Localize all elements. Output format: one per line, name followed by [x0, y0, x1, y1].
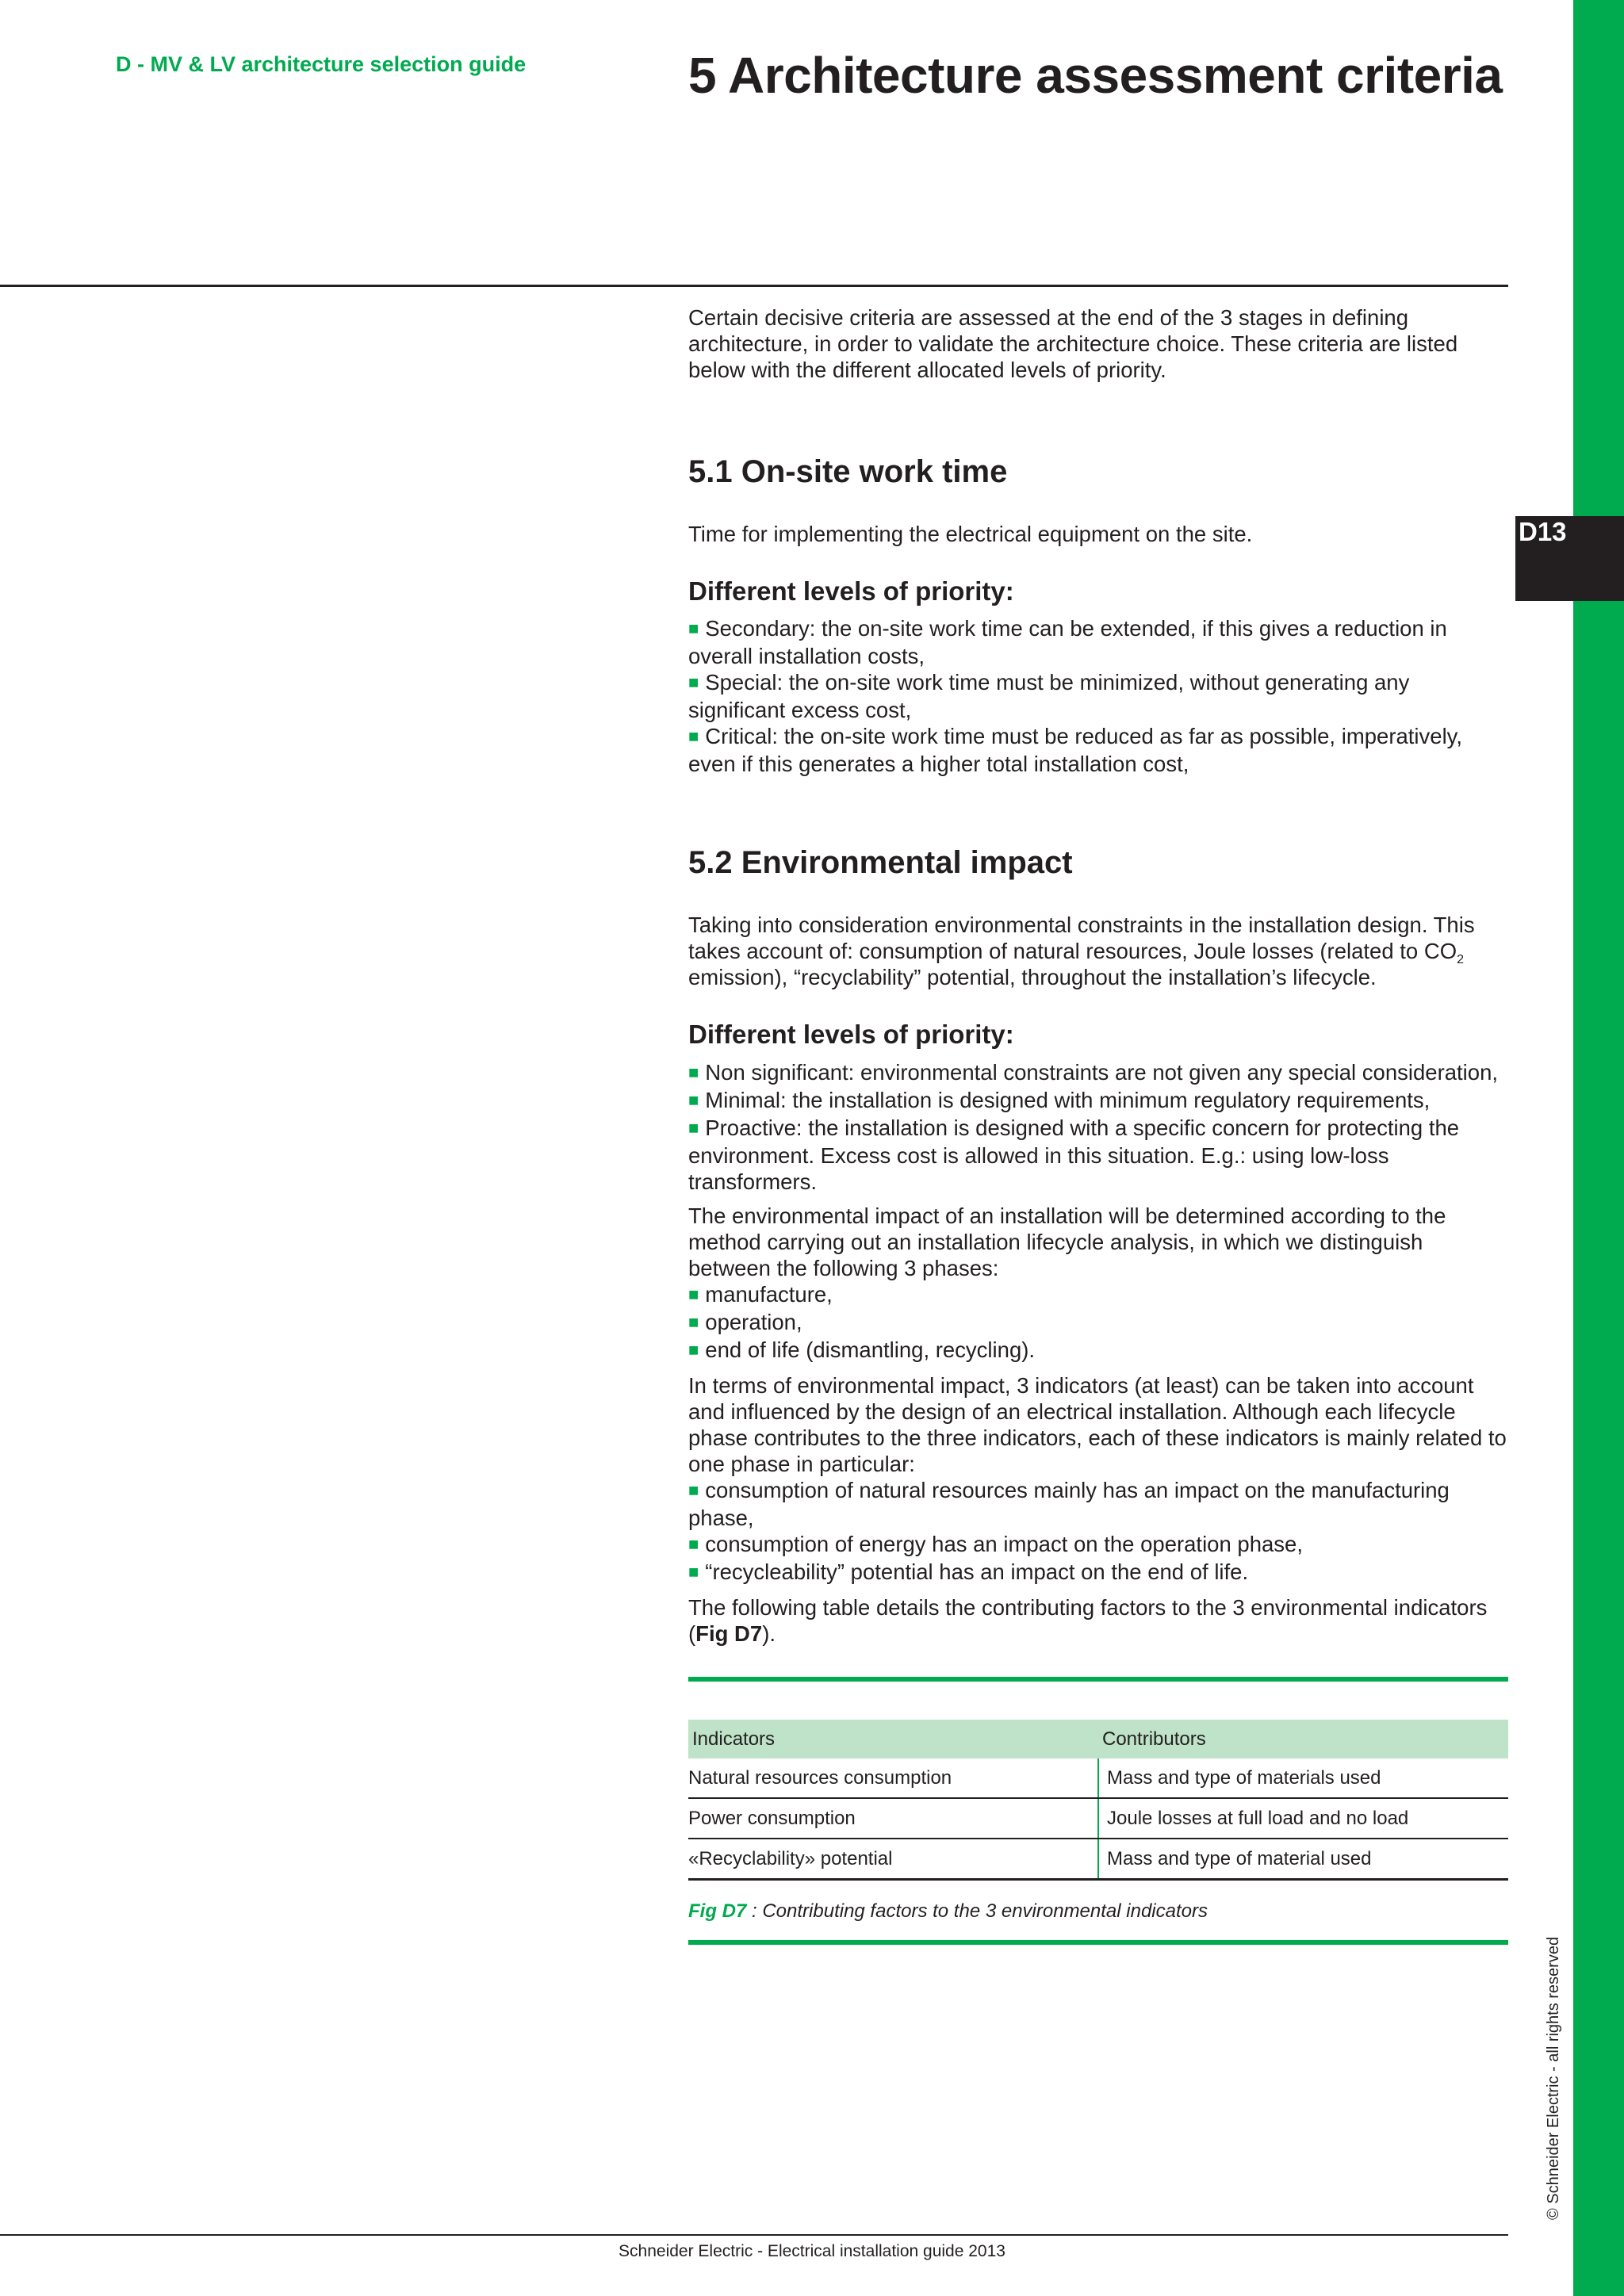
section-5-1-priority-heading: Different levels of priority: [688, 576, 1014, 606]
table-header-contributors: Contributors [1098, 1720, 1508, 1758]
priority-item-secondary: ■ Secondary: the on-site work time can be extended, if this gives a reduction in overall installation costs, [688, 615, 1508, 669]
phase-item: ■ manufacture, [688, 1281, 1508, 1309]
header-divider [0, 285, 1508, 287]
footer-divider [0, 2234, 1508, 2236]
section-5-1-description: Time for implementing the electrical equipment on the site. [688, 522, 1253, 546]
phase-item: ■ end of life (dismantling, recycling). [688, 1337, 1508, 1364]
section-5-2-title: 5.2 Environmental impact [688, 845, 1073, 881]
priority-item-special: ■ Special: the on-site work time must be minimized, without generating any significant excess cost, [688, 669, 1508, 723]
chapter-title: 5 Architecture assessment criteria [688, 47, 1503, 104]
page-number-tab [1515, 516, 1624, 601]
main-content [688, 304, 1508, 1945]
indicators-intro: In terms of environmental impact, 3 indicators (at least) can be taken into account and influenced by the design of an electrical installation. Although each lifecycle phase contributes to the three indicators, each of these indicators is mainly related to one phase in particular: [688, 1372, 1507, 1476]
indicator-item: ■ consumption of natural resources mainly has an impact on the manufacturing phase, [688, 1477, 1508, 1531]
intro-paragraph: Certain decisive criteria are assessed at the end of the 3 stages in defining architecture, in order to validate the architecture choice. These criteria are listed below with the different allocated levels of priority. [688, 305, 1458, 382]
table-row [688, 1758, 1508, 1798]
priority-item-non-significant: ■ Non significant: environmental constraints are not given any special consideration, [688, 1059, 1508, 1087]
table-cell: «Recyclability» potential [688, 1839, 1098, 1880]
table-row [688, 1839, 1508, 1880]
table-header-indicators: Indicators [688, 1720, 1098, 1758]
page-number: D13 [1519, 517, 1567, 546]
figure-caption: Fig D7 : Contributing factors to the 3 environmental indicators [688, 1900, 1208, 1922]
phase-item: ■ operation, [688, 1309, 1508, 1337]
priority-item-critical: ■ Critical: the on-site work time must be reduced as far as possible, imperatively, even if this generates a higher total installation cost, [688, 723, 1508, 777]
indicator-item: ■ “recycleability” potential has an impact on the end of life. [688, 1559, 1508, 1586]
table-cell: Joule losses at full load and no load [1098, 1798, 1508, 1839]
table-reference: The following table details the contributing factors to the 3 environmental indicators (Fig D7). [688, 1594, 1488, 1646]
table-header-row [688, 1720, 1508, 1758]
section-5-2-description: Taking into consideration environmental constraints in the installation design. This takes account of: consumption of natural resources, Joule losses (related to $CO_2$ emission), “recyclability” potential, throughout the installation’s lifecycle. [688, 913, 1475, 990]
figure-top-rule [688, 1677, 1508, 1682]
table-cell: Mass and type of material used [1098, 1839, 1508, 1880]
table-cell: Power consumption [688, 1798, 1098, 1839]
table-cell: Mass and type of materials used [1098, 1758, 1508, 1798]
section-guide-title: D - MV & LV architecture selection guide [116, 52, 527, 76]
section-5-2-priority-heading: Different levels of priority: [688, 1020, 1014, 1050]
copyright-notice: © Schneider Electric - all rights reserved [1545, 1936, 1562, 2220]
figure-bottom-rule [688, 1940, 1508, 1945]
page-footer: Schneider Electric - Electrical installation guide 2013 [619, 2242, 1005, 2260]
priority-item-minimal: ■ Minimal: the installation is designed with minimum regulatory requirements, [688, 1087, 1508, 1115]
indicators-table [688, 1720, 1508, 1881]
section-5-1-title: 5.1 On-site work time [688, 454, 1008, 489]
priority-item-proactive: ■ Proactive: the installation is designed with a specific concern for protecting the environment. Excess cost is allowed in this situation. E.g.: using low-loss transformers. [688, 1115, 1508, 1195]
lifecycle-intro: The environmental impact of an installation will be determined according to the method carrying out an installation lifecycle analysis, in which we distinguish between the following 3 phases: [688, 1203, 1446, 1280]
table-cell: Natural resources consumption [688, 1758, 1098, 1798]
indicator-item: ■ consumption of energy has an impact on the operation phase, [688, 1531, 1508, 1559]
side-color-bar [1573, 0, 1624, 2296]
table-row [688, 1798, 1508, 1839]
